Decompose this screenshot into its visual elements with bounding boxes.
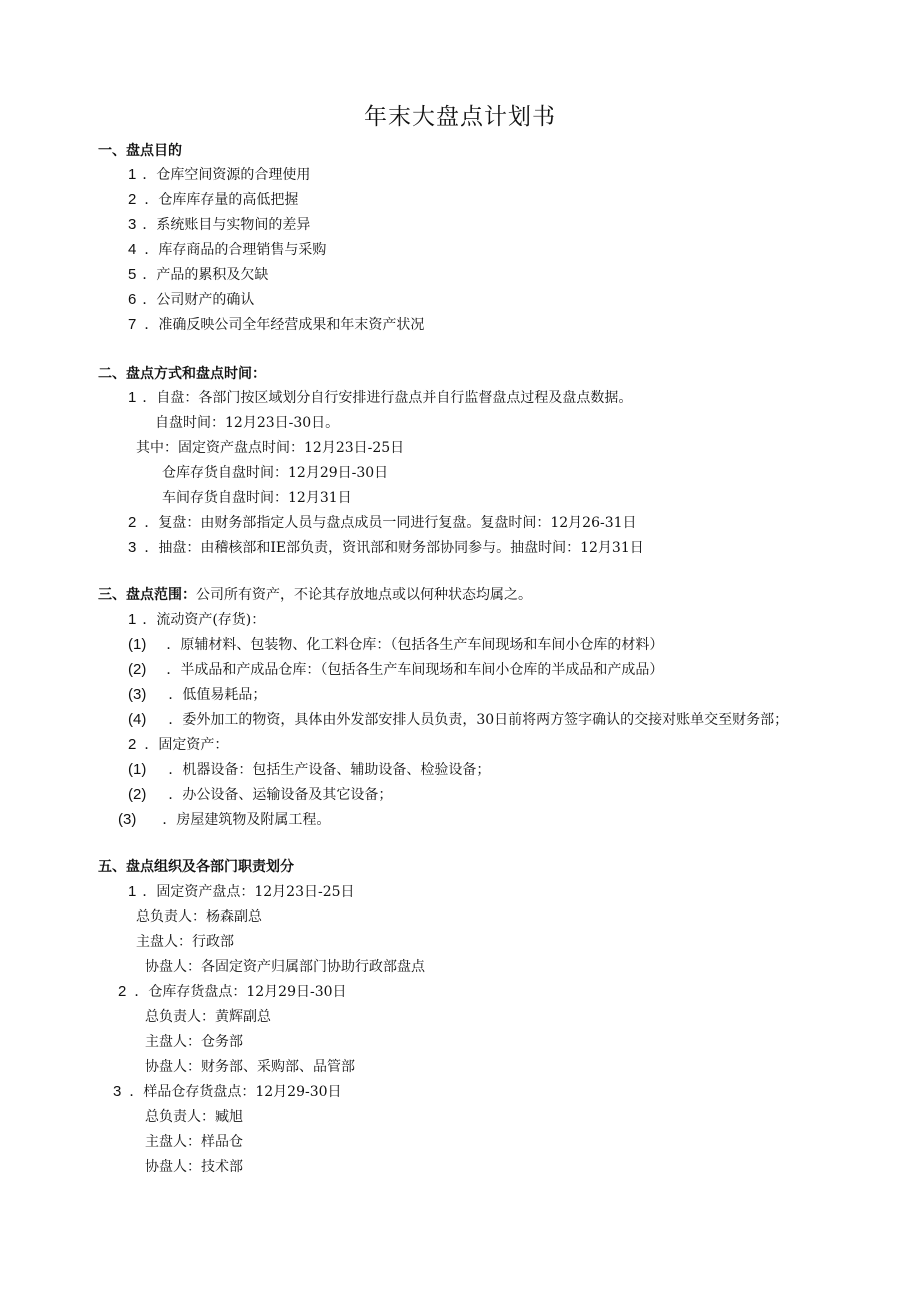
s5-line: 主盘人：样品仓: [145, 1134, 243, 1150]
s5-line: 协盘人：各固定资产归属部门协助行政部盘点: [145, 959, 425, 975]
s3-subitem: (2) ．半成品和产成品仓库：（包括各生产车间现场和车间小仓库的半成品和产成品）: [128, 661, 664, 678]
s3-subitem: (4) ．委外加工的物资，具体由外发部安排人员负责，30日前将两方签字确认的交接对账单交至财务部；: [128, 711, 789, 728]
s5-line: 总负责人：臧旭: [145, 1109, 243, 1125]
s3-subitem: (3) ．低值易耗品；: [128, 686, 267, 703]
s2-line: 其中：固定资产盘点时间：12月23日-25日: [136, 440, 405, 456]
s3-subitem: (2) ．办公设备、运输设备及其它设备；: [128, 786, 393, 803]
s1-item: 2 ．仓库库存量的高低把握: [128, 191, 299, 208]
s3-subitem: (3) ．房屋建筑物及附属工程。: [118, 811, 331, 828]
section-1-heading: 一、盘点目的: [98, 143, 182, 159]
s5-item: 3 ．样品仓存货盘点：12月29-30日: [113, 1083, 342, 1100]
s3-subitem: (1) ．机器设备：包括生产设备、辅助设备、检验设备；: [128, 761, 491, 778]
s2-line: 自盘时间：12月23日-30日。: [155, 415, 340, 431]
section-2-heading: 二、盘点方式和盘点时间：: [98, 366, 266, 382]
s2-item: 2 ．复盘：由财务部指定人员与盘点成员一同进行复盘。复盘时间：12月26-31日: [128, 514, 637, 531]
s1-item: 3 ．系统账目与实物间的差异: [128, 216, 311, 233]
s1-item: 6 ．公司财产的确认: [128, 291, 255, 308]
s1-item: 7 ．准确反映公司全年经营成果和年末资产状况: [128, 316, 425, 333]
s5-line: 主盘人：行政部: [136, 934, 234, 950]
s5-item: 1 ．固定资产盘点：12月23日-25日: [128, 883, 355, 900]
s5-line: 总负责人：杨森副总: [136, 909, 262, 925]
s5-line: 总负责人：黄辉副总: [145, 1009, 271, 1025]
s5-line: 主盘人：仓务部: [145, 1034, 243, 1050]
s1-item: 5 ．产品的累积及欠缺: [128, 266, 269, 283]
s3-item: 1 ．流动资产(存货)：: [128, 611, 266, 628]
s5-line: 协盘人：技术部: [145, 1159, 243, 1175]
s2-item: 1 ．自盘：各部门按区域划分自行安排进行盘点并自行监督盘点过程及盘点数据。: [128, 389, 633, 406]
s3-subitem: (1) ．原辅材料、包装物、化工料仓库：（包括各生产车间现场和车间小仓库的材料）: [128, 636, 664, 653]
s1-item: 4 ．库存商品的合理销售与采购: [128, 241, 327, 258]
document-title: 年末大盘点计划书: [364, 104, 556, 130]
s2-line: 仓库存货自盘时间：12月29日-30日: [162, 465, 389, 481]
s1-item: 1 ．仓库空间资源的合理使用: [128, 166, 311, 183]
s5-item: 2 ．仓库存货盘点：12月29日-30日: [118, 983, 347, 1000]
s3-item: 2 ．固定资产：: [128, 736, 229, 753]
s2-line: 车间存货自盘时间：12月31日: [162, 490, 352, 506]
section-3-heading: 三、盘点范围：公司所有资产，不论其存放地点或以何种状态均属之。: [98, 587, 532, 603]
s2-item: 3 ．抽盘：由稽核部和IE部负责，资讯部和财务部协同参与。抽盘时间：12月31日: [128, 539, 644, 556]
s5-line: 协盘人：财务部、采购部、品管部: [145, 1059, 355, 1075]
section-5-heading: 五、盘点组织及各部门职责划分: [98, 859, 294, 875]
